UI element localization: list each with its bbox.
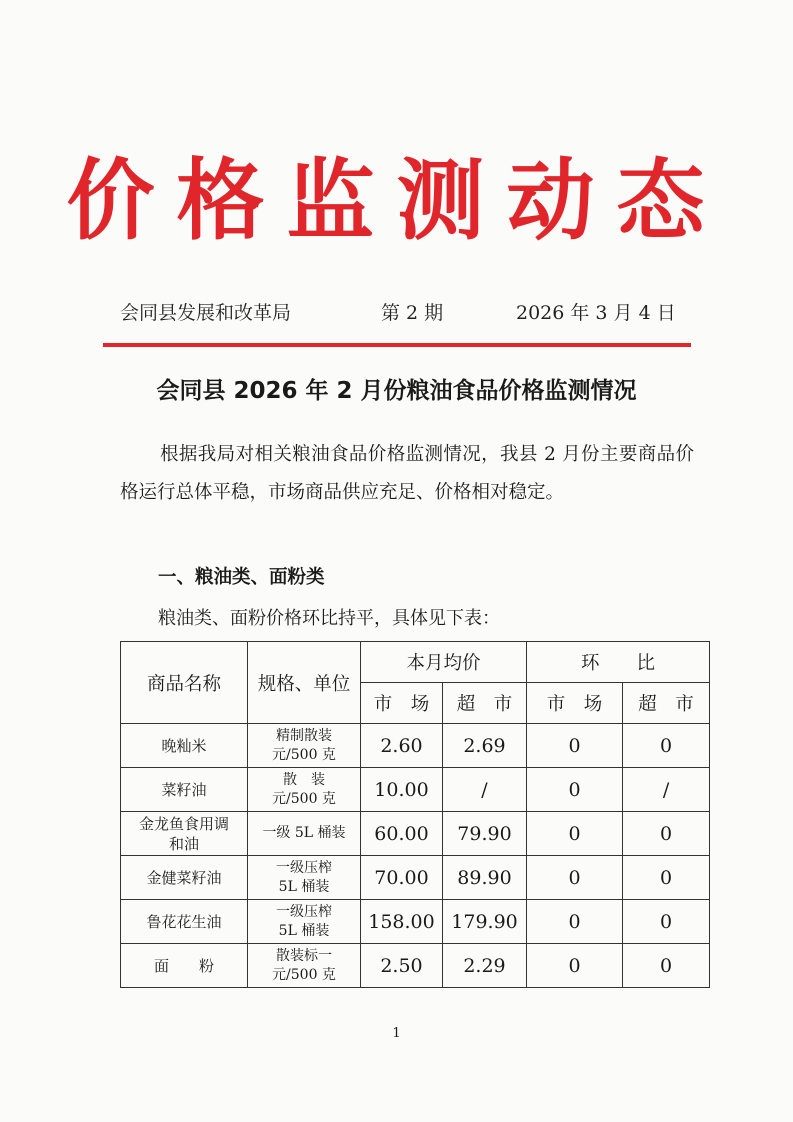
price-supermarket: / [443, 768, 527, 812]
table-row [121, 724, 710, 768]
issue-date: 2026 年 3 月 4 日 [516, 302, 676, 324]
header-mom-market: 市 场 [527, 683, 623, 724]
header-mom-supermarket: 超 市 [623, 683, 710, 724]
price-market: 70.00 [361, 856, 443, 900]
mom-supermarket: 0 [623, 856, 710, 900]
price-supermarket: 89.90 [443, 856, 527, 900]
mom-market: 0 [527, 724, 623, 768]
price-market: 2.60 [361, 724, 443, 768]
price-supermarket: 179.90 [443, 900, 527, 944]
product-name: 鲁花花生油 [121, 900, 248, 944]
product-spec: 一级 5L 桶装 [248, 812, 361, 856]
document-title: 会同县 2026 年 2 月份粮油食品价格监测情况 [156, 378, 637, 404]
table-row [121, 856, 710, 900]
table-row [121, 812, 710, 856]
mom-supermarket: 0 [623, 900, 710, 944]
product-name: 菜籽油 [121, 768, 248, 812]
table-row [121, 768, 710, 812]
product-spec: 一级压榨 5L 桶装 [248, 856, 361, 900]
product-spec: 散 装 元/500 克 [248, 768, 361, 812]
price-supermarket: 2.29 [443, 944, 527, 988]
price-supermarket: 79.90 [443, 812, 527, 856]
product-spec: 精制散装 元/500 克 [248, 724, 361, 768]
page-number: 1 [392, 1026, 401, 1041]
intro-paragraph: 根据我局对相关粮油食品价格监测情况，我县 2 月份主要商品价格运行总体平稳，市场商品供应充足、价格相对稳定。 [120, 444, 694, 503]
mom-market: 0 [527, 944, 623, 988]
mom-market: 0 [527, 856, 623, 900]
header-mom: 环 比 [527, 642, 710, 683]
mom-supermarket: / [623, 768, 710, 812]
red-divider [103, 343, 691, 347]
price-market: 2.50 [361, 944, 443, 988]
product-name: 金健菜籽油 [121, 856, 248, 900]
price-market: 10.00 [361, 768, 443, 812]
product-name: 金龙鱼食用调和油 [121, 812, 248, 856]
mom-supermarket: 0 [623, 724, 710, 768]
issuer: 会同县发展和改革局 [120, 302, 292, 324]
product-name: 晚籼米 [121, 724, 248, 768]
header-avg-price: 本月均价 [361, 642, 527, 683]
mom-market: 0 [527, 900, 623, 944]
product-name: 面 粉 [121, 944, 248, 988]
mom-market: 0 [527, 768, 623, 812]
mom-supermarket: 0 [623, 812, 710, 856]
header-name: 商品名称 [121, 642, 248, 724]
product-spec: 散装标一 元/500 克 [248, 944, 361, 988]
price-market: 60.00 [361, 812, 443, 856]
header-price-supermarket: 超 市 [443, 683, 527, 724]
price-market: 158.00 [361, 900, 443, 944]
section-heading: 一、粮油类、面粉类 [158, 567, 325, 588]
table-row [121, 900, 710, 944]
header-row-top [121, 642, 710, 683]
issue-number: 第 2 期 [381, 302, 444, 324]
price-supermarket: 2.69 [443, 724, 527, 768]
mom-supermarket: 0 [623, 944, 710, 988]
price-table [120, 641, 710, 988]
header-price-market: 市 场 [361, 683, 443, 724]
table-row [121, 944, 710, 988]
table-intro: 粮油类、面粉价格环比持平，具体见下表： [158, 608, 500, 629]
masthead-title: 价格监测动态 [66, 148, 727, 252]
header-spec: 规格、单位 [248, 642, 361, 724]
product-spec: 一级压榨 5L 桶装 [248, 900, 361, 944]
mom-market: 0 [527, 812, 623, 856]
